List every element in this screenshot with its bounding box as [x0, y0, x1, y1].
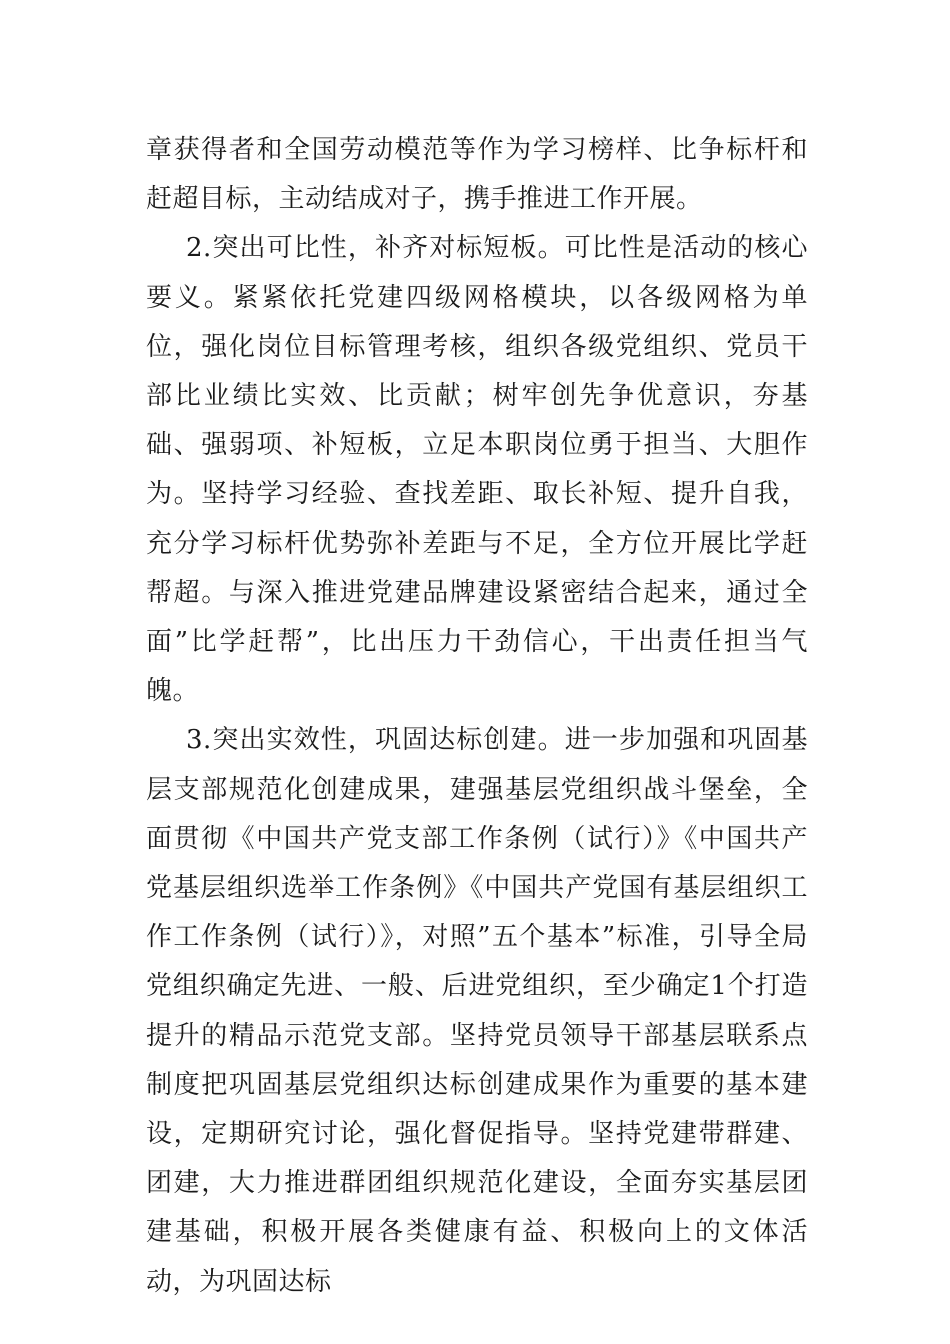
paragraph-comparability: 2.突出可比性，补齐对标短板。可比性是活动的核心要义。紧紧依托党建四级网格模块，以各级网格为单位，强化岗位目标管理考核，组织各级党组织、党员干部比业绩比实效、比贡献；树牢创先争优意识，夯基础、强弱项、补短板，立足本职岗位勇于担当、大胆作为。坚持学习经验、查找差距、取长补短、提升自我，充分学习标杆优势弥补差距与不足，全方位开展比学赶帮超。与深入推进党建品牌建设紧密结合起来，通过全面”比学赶帮”，比出压力干劲信心，干出责任担当气魄。 — [146, 233, 808, 707]
document-body — [146, 126, 808, 1307]
paragraph-continuation: 章获得者和全国劳动模范等作为学习榜样、比争标杆和赶超目标，主动结成对子，携手推进工作开展。 — [146, 135, 808, 215]
paragraph-effectiveness: 3.突出实效性，巩固达标创建。进一步加强和巩固基层支部规范化创建成果，建强基层党组织战斗堡垒，全面贯彻《中国共产党支部工作条例（试行）》《中国共产党基层组织选举工作条例》《中国共产党国有基层组织工作工作条例（试行）》，对照”五个基本”标准，引导全局党组织确定先进、一般、后进党组织，至少确定1个打造提升的精品示范党支部。坚持党员领导干部基层联系点制度把巩固基层党组织达标创建成果作为重要的基本建设，定期研究讨论，强化督促指导。坚持党建带群建、团建，大力推进群团组织规范化建设，全面夯实基层团建基础，积极开展各类健康有益、积极向上的文体活动，为巩固达标 — [146, 725, 808, 1297]
